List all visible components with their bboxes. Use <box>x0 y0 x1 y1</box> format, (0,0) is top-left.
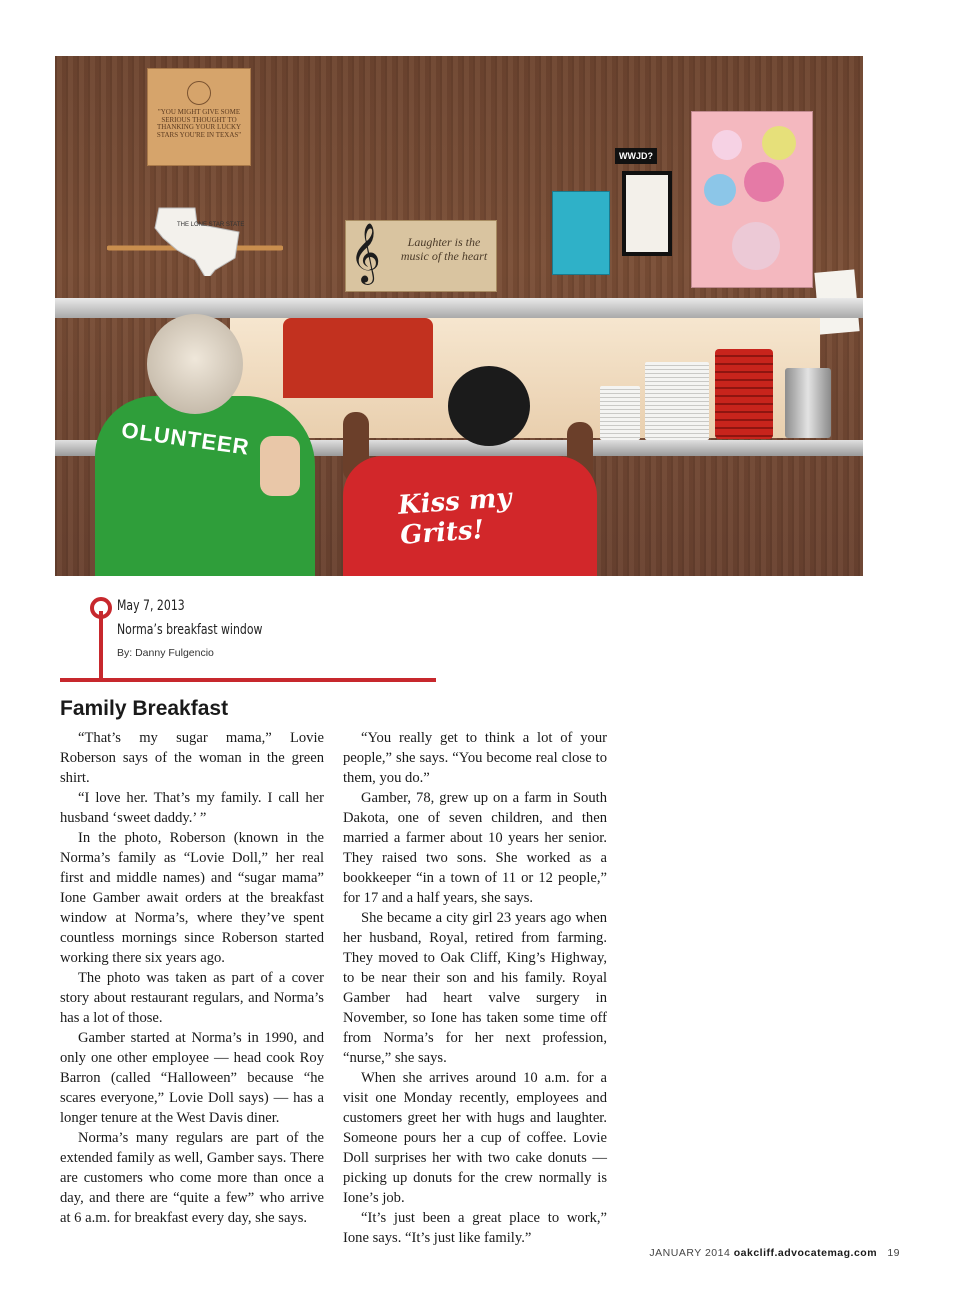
timeline-line <box>99 611 103 681</box>
plate-stack <box>600 386 640 440</box>
texas-sign <box>107 196 283 276</box>
paragraph: “It’s just been a great place to work,” Ione says. “It’s just like family.” <box>343 1210 607 1246</box>
wwjd-tag: WWJD? <box>615 148 657 164</box>
laughter-sign <box>345 220 497 292</box>
page-footer <box>649 1247 900 1259</box>
plaque-text: "YOU MIGHT GIVE SOME SERIOUS THOUGHT TO THANKING YOUR LUCKY STARS YOU'RE IN TEXAS" <box>156 108 242 140</box>
paragraph: In the photo, Roberson (known in the Norma’s family as “Lovie Doll,” her real first and middle names) and “sugar mama” Ione Gamber await orders at the breakfast window at Norma’s, where they’ve spent countless mornings since Roberson started working there six years ago. <box>60 830 324 966</box>
photo <box>55 56 863 576</box>
paragraph: The photo was taken as part of a cover story about restaurant regulars, and Norma’s has a lot of those. <box>60 970 324 1026</box>
red-baskets <box>715 349 773 439</box>
treble-clef-icon: 𝄞 <box>350 223 381 283</box>
paragraph: She became a city girl 23 years ago when her husband, Royal, retired from farming. They moved to Oak Cliff, King’s Highway, to be near their son and his family. Royal Gamber had heart valve surgery in November, so Ione has taken some time off from Norma’s for her next profession, “nurse,” she says. <box>343 910 607 1066</box>
article-column-2 <box>343 728 607 1248</box>
caption-date: May 7, 2013 <box>117 598 185 614</box>
volunteer-text: OLUNTEER <box>119 417 252 460</box>
kiss-my-grits-text: Kiss my Grits! <box>397 483 513 551</box>
article-headline: Family Breakfast <box>60 697 229 720</box>
paragraph: “That’s my sugar mama,” Lovie Roberson says of the woman in the green shirt. <box>60 730 324 786</box>
cook <box>283 318 433 398</box>
kiss-my-grits-shirt <box>343 456 597 576</box>
paragraph: Norma’s many regulars are part of the extended family as well, Gamber says. There are customers who come more than once a day, and there are “quite a few” who arrive at 6 a.m. for breakfast every day, she says. <box>60 1130 324 1226</box>
framed-drawing <box>622 171 672 256</box>
girl-hair <box>448 366 530 446</box>
article-column-1 <box>60 728 324 1228</box>
page-number: 19 <box>887 1247 900 1259</box>
woman-arm <box>260 436 300 496</box>
paragraph: “I love her. That’s my family. I call her husband ‘sweet daddy.’ ” <box>60 790 324 826</box>
floral-card <box>552 191 610 275</box>
paragraph: Gamber, 78, grew up on a farm in South Dakota, one of seven children, and then married a farmer about 10 years her senior. They raised two sons. She worked as a bookkeeper “in a town of 11 or 12 people,” for 17 and a half years, she says. <box>343 790 607 906</box>
paragraph: Gamber started at Norma’s in 1990, and only one other employee — head cook Roy Barron (called “Halloween” because “he scares everyone,” Lovie Doll says) — has a longer tenure at the West Davis diner. <box>60 1030 324 1126</box>
issue-date: JANUARY 2014 <box>649 1247 731 1259</box>
seal-icon <box>187 81 211 105</box>
caption-rule <box>60 678 436 682</box>
laughter-text: Laughter is the music of the heart <box>400 235 488 264</box>
plate-stack <box>645 362 709 440</box>
flower-art <box>691 111 813 288</box>
photo-credit: By: Danny Fulgencio <box>117 647 214 659</box>
utensil-canister <box>785 368 831 438</box>
pass-shelf <box>55 298 863 318</box>
website: oakcliff.advocatemag.com <box>733 1247 878 1259</box>
caption-title: Norma’s breakfast window <box>117 622 263 638</box>
texas-sign-text: THE LONE STAR STATE <box>177 222 245 228</box>
paragraph: When she arrives around 10 a.m. for a visit one Monday recently, employees and customers greet her with hugs and laughter. Someone pours her a cup of coffee. Lovie Doll surprises her with two cake donuts — picking up donuts for the crew normally is Ione’s job. <box>343 1070 607 1206</box>
woman-hair <box>147 314 243 414</box>
paragraph: “You really get to think a lot of your people,” she says. “You become real close to them, you do.” <box>343 730 607 786</box>
texas-plaque <box>147 68 251 166</box>
